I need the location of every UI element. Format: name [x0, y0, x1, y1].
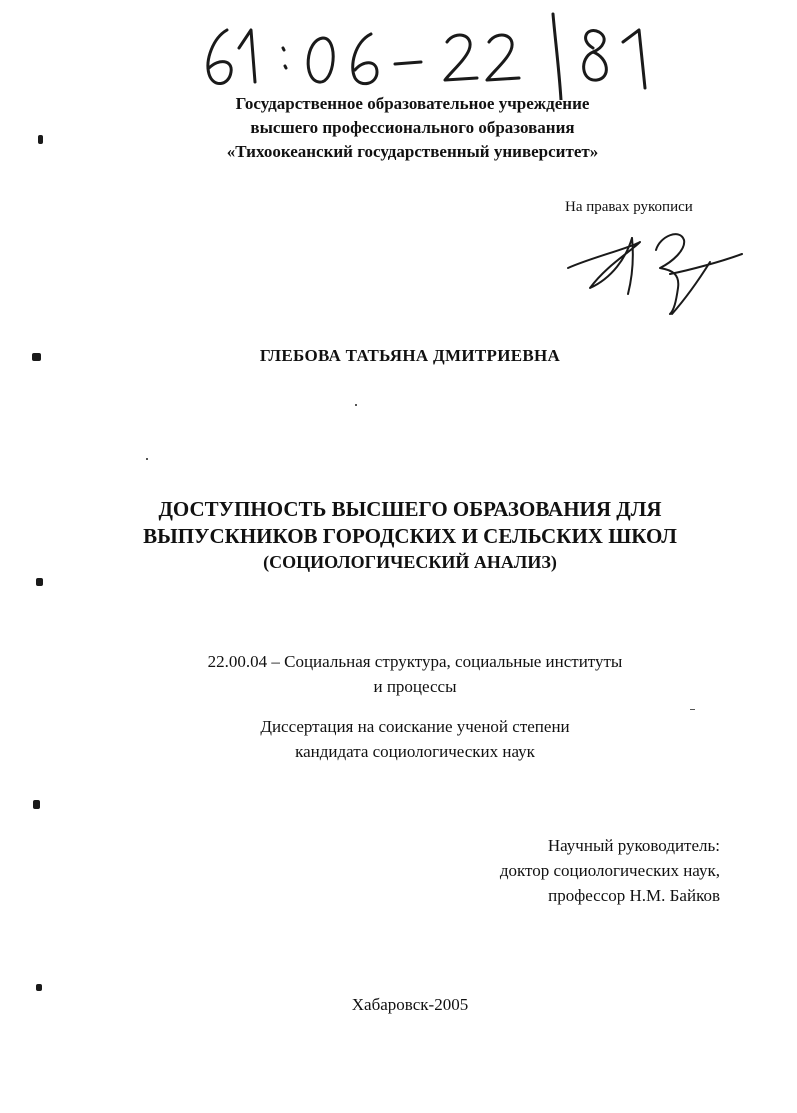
- scan-mark: [33, 800, 40, 809]
- dissertation-title: [110, 496, 710, 574]
- author-name: ГЛЕБОВА ТАТЬЯНА ДМИТРИЕВНА: [259, 346, 561, 365]
- title-line-3: (СОЦИОЛОГИЧЕСКИЙ АНАЛИЗ): [263, 552, 557, 572]
- scan-mark: [36, 578, 43, 586]
- title-line-2: ВЫПУСКНИКОВ ГОРОДСКИХ И СЕЛЬСКИХ ШКОЛ: [143, 524, 677, 548]
- supervisor-block: [440, 833, 720, 908]
- scan-mark: [36, 984, 42, 991]
- institution-line-3: «Тихоокеанский государственный университет»: [226, 142, 599, 161]
- title-line-1: ДОСТУПНОСТЬ ВЫСШЕГО ОБРАЗОВАНИЯ ДЛЯ: [158, 497, 662, 521]
- specialty-code: [150, 649, 680, 699]
- institution-line-2: высшего профессионального образования: [250, 118, 575, 137]
- supervisor-line-3: профессор Н.М. Байков: [548, 886, 720, 905]
- institution-header: [150, 92, 675, 164]
- specialty-line-2: и процессы: [373, 677, 457, 696]
- svg-text:61 : 06 - 22 / 81: 61 : 06 - 22 / 81: [195, 8, 202, 9]
- scan-speck: [690, 709, 695, 710]
- signature: [560, 218, 750, 318]
- specialty-line-1: 22.00.04 – Социальная структура, социальные институты: [207, 652, 623, 671]
- scan-speck: [146, 458, 148, 460]
- institution-line-1: Государственное образовательное учреждение: [235, 94, 590, 113]
- degree-line-1: Диссертация на соискание ученой степени: [260, 717, 570, 736]
- supervisor-line-2: доктор социологических наук,: [499, 861, 720, 880]
- rights-notice: На правах рукописи: [565, 199, 693, 215]
- degree-statement: [190, 714, 640, 764]
- handwritten-catalog-number: [195, 8, 675, 100]
- supervisor-line-1: Научный руководитель:: [547, 836, 720, 855]
- scan-speck: [355, 404, 357, 406]
- city-year: Хабаровск-2005: [351, 995, 469, 1014]
- scan-mark: [38, 135, 43, 144]
- degree-line-2: кандидата социологических наук: [295, 742, 535, 761]
- scan-mark: [32, 353, 41, 361]
